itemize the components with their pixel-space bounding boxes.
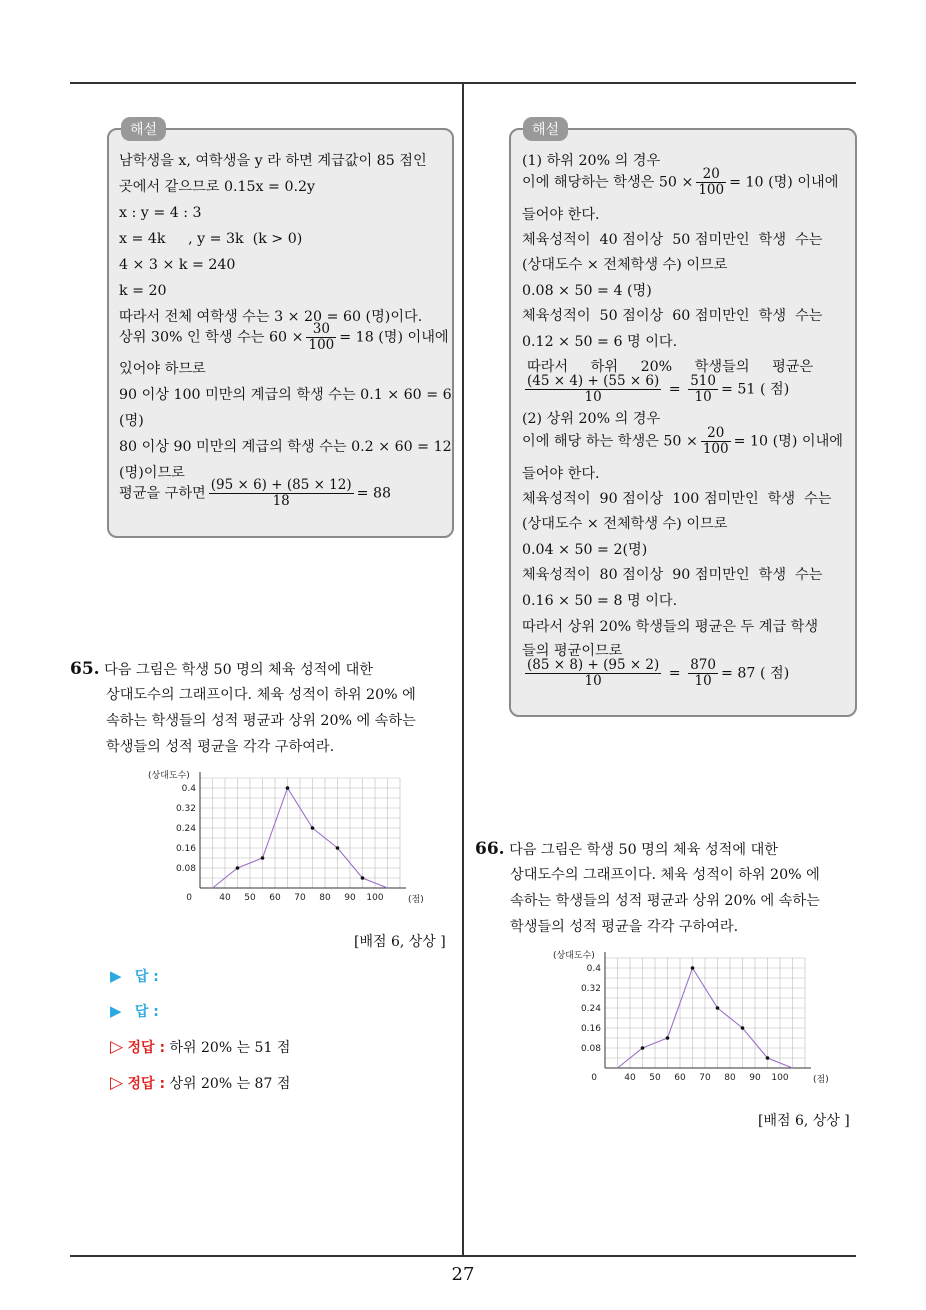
explanation-line: 0.16 × 50 = 8 명 이다. bbox=[522, 593, 678, 609]
data-point bbox=[361, 876, 365, 880]
explanation-line: (2) 상위 20% 의 경우 bbox=[522, 411, 661, 427]
solution-row-1: ▷ 정답 : 하위 20% 는 51 점 bbox=[110, 1037, 291, 1057]
y-tick-label: 0.4 bbox=[181, 784, 196, 794]
fraction: $\frac{(45 \times 4) + (55 \times 6)}{10}$ bbox=[527, 373, 660, 405]
relative-frequency-chart-66 bbox=[545, 950, 829, 1090]
points-label-66: [배점 6, 상상 ] bbox=[758, 1113, 850, 1129]
left-explanation-box bbox=[107, 122, 454, 538]
x-tick-label: 50 bbox=[649, 1073, 661, 1083]
explanation-line: 4 × 3 × k = 240 bbox=[119, 257, 236, 273]
points-label-65: [배점 6, 상상 ] bbox=[354, 934, 446, 950]
data-point bbox=[336, 846, 340, 850]
explanation-line: 0.12 × 50 = 6 명 이다. bbox=[522, 334, 678, 350]
question-65-line: 학생들의 성적 평균을 각각 구하여라. bbox=[106, 739, 335, 755]
data-point bbox=[666, 1036, 670, 1040]
data-point bbox=[741, 1026, 745, 1030]
explanation-line: 따라서 상위 20% 학생들의 평균은 두 계급 학생 bbox=[522, 619, 819, 635]
x-tick-label: 100 bbox=[771, 1073, 789, 1083]
explanation-line-fraction: $\frac{(85 \times 8) + (95 \times 2)}{10}$ = $\frac{870}{10}$ = 87 ( 점) bbox=[527, 657, 790, 689]
question-66-line: 상대도수의 그래프이다. 체육 성적이 하위 20% 에 bbox=[510, 867, 820, 883]
explanation-line: 체육성적이 50 점이상 60 점미만인 학생 수는 bbox=[522, 308, 823, 324]
explanation-line-fraction: 상위 30% 인 학생 수는 60 × $\frac{30}{100}$ = 18 (명) 이내에 bbox=[119, 321, 449, 353]
y-tick-label: 0.16 bbox=[175, 844, 196, 854]
explanation-line: 들의 평균이므로 bbox=[522, 643, 623, 659]
x-tick-label: 40 bbox=[219, 893, 231, 903]
x-tick-label: 100 bbox=[366, 893, 384, 903]
x-tick-label: 70 bbox=[699, 1073, 711, 1083]
question-65-line: 65. 다음 그림은 학생 50 명의 체육 성적에 대한 bbox=[70, 659, 373, 679]
x-tick-label: 40 bbox=[624, 1073, 636, 1083]
y-tick-label: 0.24 bbox=[175, 824, 196, 834]
explanation-line-fraction: 이에 해당하는 학생은 50 × $\frac{20}{100}$ = 10 (명) 이내에 bbox=[522, 166, 839, 198]
explanation-line: (상대도수 × 전체학생 수) 이므로 bbox=[522, 257, 728, 273]
fraction: $\frac{(95 \times 6) + (85 \times 12)}{18}$ bbox=[210, 477, 352, 509]
play-triangle-icon: ▶ bbox=[110, 1002, 122, 1020]
fraction: $\frac{510}{10}$ bbox=[690, 373, 716, 405]
outline-triangle-icon: ▷ bbox=[110, 1073, 124, 1093]
answer-row-2: ▶ 답 : bbox=[110, 1002, 159, 1020]
origin-label: 0 bbox=[186, 893, 192, 903]
explanation-line: 0.04 × 50 = 2(명) bbox=[522, 542, 648, 558]
column-divider bbox=[462, 83, 464, 1255]
data-point bbox=[641, 1046, 645, 1050]
data-point bbox=[261, 856, 265, 860]
explanation-line-fraction: $\frac{(45 \times 4) + (55 \times 6)}{10}$ = $\frac{510}{10}$ = 51 ( 점) bbox=[527, 373, 790, 405]
y-tick-label: 0.4 bbox=[586, 964, 601, 974]
x-tick-label: 60 bbox=[269, 893, 281, 903]
explanation-line: x : y = 4 : 3 bbox=[119, 205, 202, 221]
explanation-line: 체육성적이 40 점이상 50 점미만인 학생 수는 bbox=[522, 232, 823, 248]
y-tick-label: 0.16 bbox=[580, 1024, 601, 1034]
explanation-line: 곳에서 같으므로 0.15x = 0.2y bbox=[119, 179, 316, 195]
origin-label: 0 bbox=[591, 1073, 597, 1083]
explanation-line: (1) 하위 20% 의 경우 bbox=[522, 153, 661, 169]
explanation-tag: 해설 bbox=[121, 117, 166, 141]
explanation-line: 있어야 하므로 bbox=[119, 361, 206, 377]
question-number: 66. bbox=[475, 839, 505, 859]
y-tick-label: 0.08 bbox=[580, 1044, 601, 1054]
question-65-line: 속하는 학생들의 성적 평균과 상위 20% 에 속하는 bbox=[106, 713, 416, 729]
explanation-line: 따라서 하위 20% 학생들의 평균은 bbox=[527, 359, 814, 375]
explanation-line: 따라서 전체 여학생 수는 3 × 20 = 60 (명)이다. bbox=[119, 309, 423, 325]
explanation-line: 80 이상 90 미만의 계급의 학생 수는 0.2 × 60 = 12 bbox=[119, 439, 452, 455]
data-point bbox=[236, 866, 240, 870]
data-point bbox=[691, 966, 695, 970]
fraction: $\frac{870}{10}$ bbox=[690, 657, 716, 689]
explanation-tag: 해설 bbox=[523, 117, 568, 141]
data-point bbox=[286, 786, 290, 790]
answer-row-1: ▶ 답 : bbox=[110, 967, 159, 985]
data-point bbox=[716, 1006, 720, 1010]
fraction: $\frac{30}{100}$ bbox=[308, 321, 335, 353]
explanation-line: 체육성적이 80 점이상 90 점미만인 학생 수는 bbox=[522, 567, 823, 583]
y-tick-label: 0.32 bbox=[580, 984, 601, 994]
question-number: 65. bbox=[70, 659, 100, 679]
fraction: $\frac{20}{100}$ bbox=[698, 166, 725, 198]
explanation-line: 0.08 × 50 = 4 (명) bbox=[522, 283, 652, 299]
bottom-rule bbox=[70, 1255, 856, 1257]
page-number: 27 bbox=[451, 1264, 475, 1285]
solution-row-2: ▷ 정답 : 상위 20% 는 87 점 bbox=[110, 1073, 291, 1093]
question-66-line: 학생들의 성적 평균을 각각 구하여라. bbox=[510, 919, 739, 935]
explanation-line-fraction: 이에 해당 하는 학생은 50 × $\frac{20}{100}$ = 10 (명) 이내에 bbox=[522, 425, 843, 457]
y-axis-label: (상대도수) bbox=[148, 771, 190, 781]
x-tick-label: 90 bbox=[749, 1073, 761, 1083]
relative-frequency-chart-65 bbox=[140, 770, 424, 910]
y-tick-label: 0.24 bbox=[580, 1004, 601, 1014]
explanation-line: 들어야 한다. bbox=[522, 207, 600, 223]
explanation-line: x = 4k , y = 3k (k > 0) bbox=[119, 231, 303, 247]
fraction: $\frac{20}{100}$ bbox=[702, 425, 729, 457]
x-tick-label: 90 bbox=[344, 893, 356, 903]
explanation-line: (명)이므로 bbox=[119, 465, 185, 481]
data-point bbox=[311, 826, 315, 830]
question-66-line: 속하는 학생들의 성적 평균과 상위 20% 에 속하는 bbox=[510, 893, 820, 909]
x-axis-label: (점) bbox=[408, 895, 424, 905]
fraction: $\frac{(85 \times 8) + (95 \times 2)}{10}$ bbox=[527, 657, 660, 689]
x-tick-label: 80 bbox=[724, 1073, 736, 1083]
explanation-line: 체육성적이 90 점이상 100 점미만인 학생 수는 bbox=[522, 491, 832, 507]
question-65-line: 상대도수의 그래프이다. 체육 성적이 하위 20% 에 bbox=[106, 687, 416, 703]
x-tick-label: 70 bbox=[294, 893, 306, 903]
outline-triangle-icon: ▷ bbox=[110, 1037, 124, 1057]
explanation-line: 90 이상 100 미만의 계급의 학생 수는 0.1 × 60 = 6 bbox=[119, 387, 452, 403]
explanation-line: 들어야 한다. bbox=[522, 466, 600, 482]
y-tick-label: 0.08 bbox=[175, 864, 196, 874]
y-axis-label: (상대도수) bbox=[553, 951, 595, 961]
x-tick-label: 50 bbox=[244, 893, 256, 903]
x-axis-label: (점) bbox=[813, 1075, 829, 1085]
question-66-line: 66. 다음 그림은 학생 50 명의 체육 성적에 대한 bbox=[475, 839, 778, 859]
x-tick-label: 60 bbox=[674, 1073, 686, 1083]
explanation-line: (상대도수 × 전체학생 수) 이므로 bbox=[522, 516, 728, 532]
explanation-line-fraction: 평균을 구하면 $\frac{(95 \times 6) + (85 \times 12)}{18}$ = 88 bbox=[119, 477, 392, 509]
explanation-line: k = 20 bbox=[119, 283, 167, 299]
play-triangle-icon: ▶ bbox=[110, 967, 122, 985]
x-tick-label: 80 bbox=[319, 893, 331, 903]
right-explanation-box bbox=[509, 122, 857, 717]
data-point bbox=[766, 1056, 770, 1060]
explanation-line: (명) bbox=[119, 413, 144, 429]
y-tick-label: 0.32 bbox=[175, 804, 196, 814]
explanation-line: 남학생을 x, 여학생을 y 라 하면 계급값이 85 점인 bbox=[119, 153, 427, 169]
